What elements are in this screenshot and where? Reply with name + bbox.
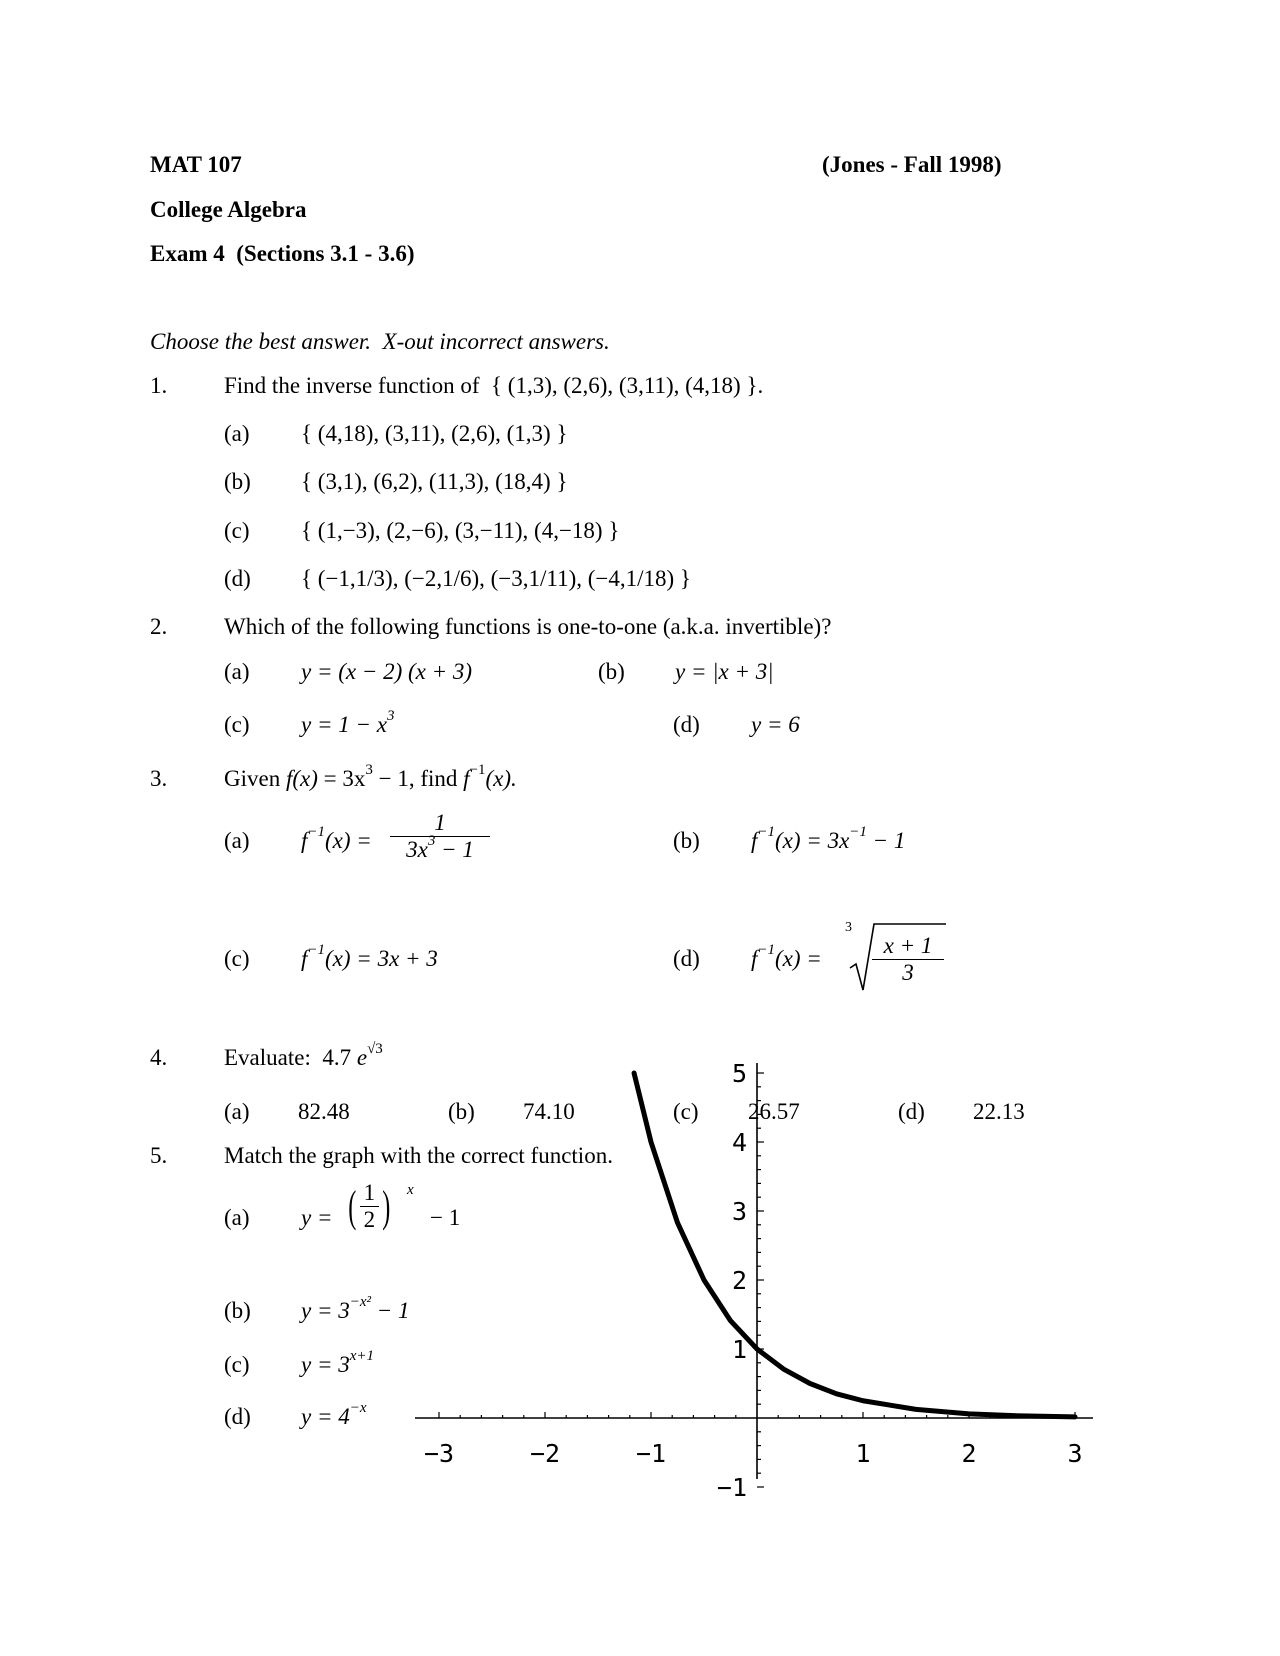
q3-number: 3.: [150, 766, 168, 791]
q2-number: 2.: [150, 614, 168, 639]
q5-b-label: (b): [224, 1298, 251, 1323]
q3-d-numerator: x + 1: [872, 933, 944, 960]
y-tick-label: 1: [731, 1335, 747, 1364]
q3-a-numerator: 1: [390, 810, 490, 837]
q4-d-label: (d): [898, 1099, 925, 1124]
q3-given-inv: f: [463, 766, 470, 791]
q5-a-right-paren: ): [382, 1181, 391, 1231]
q4-a-answer: 82.48: [298, 1099, 350, 1124]
q4-a-label: (a): [224, 1099, 250, 1124]
q2-b-label: (b): [598, 659, 625, 684]
q3-a-den-tail: − 1: [435, 837, 474, 862]
q2-d-answer: y = 6: [751, 712, 800, 737]
q3-b-mid: (x) = 3x: [775, 828, 850, 853]
q3-b-exp: −1: [849, 824, 867, 841]
instructor-term: (Jones - Fall 1998): [822, 152, 1002, 177]
q1-number: 1.: [150, 373, 168, 398]
q3-d-x: (x) =: [775, 946, 822, 971]
x-tick-label: −3: [423, 1439, 455, 1468]
q1-a-label: (a): [224, 421, 250, 446]
q3-d-denominator: 3: [902, 960, 914, 985]
q4-number: 4.: [150, 1045, 168, 1070]
y-tick-label: 2: [731, 1266, 747, 1295]
q3-c-f: f: [301, 946, 308, 971]
q3-a-label: (a): [224, 828, 250, 853]
q5-a-numerator: 1: [360, 1180, 380, 1207]
q3-a-f: f: [301, 828, 308, 853]
q1-d-label: (d): [224, 566, 251, 591]
q1-a-answer: { (4,18), (3,11), (2,6), (1,3) }: [301, 421, 568, 446]
q3-d-root-index: 3: [845, 920, 852, 935]
q4-b-answer: 74.10: [523, 1099, 575, 1124]
q5-c-base: y = 3: [301, 1352, 350, 1377]
q5-d-exponent: −x: [349, 1400, 367, 1417]
q4-c-label: (c): [673, 1099, 699, 1124]
q2-c-base: y = 1 − x: [301, 712, 387, 737]
q3-d-f: f: [751, 946, 758, 971]
y-tick-label: 5: [731, 1059, 747, 1088]
x-tick-label: 3: [1067, 1439, 1083, 1468]
q3-b-label: (b): [673, 828, 700, 853]
q5-c-label: (c): [224, 1352, 250, 1377]
x-tick-label: −2: [529, 1439, 561, 1468]
course-code: MAT 107: [150, 152, 242, 177]
q3-given-exp: 3: [365, 762, 373, 779]
q1-b-answer: { (3,1), (6,2), (11,3), (18,4) }: [301, 469, 568, 494]
q5-d-base: y = 4: [301, 1404, 350, 1429]
q3-given: Given: [224, 766, 281, 791]
q4-c-answer: 26.57: [748, 1099, 800, 1124]
y-tick-label: 3: [731, 1197, 747, 1226]
q5-b-base: y = 3: [301, 1298, 350, 1323]
q2-d-label: (d): [673, 712, 700, 737]
q4-e: e: [356, 1045, 368, 1070]
q5-a-left-paren: (: [348, 1181, 357, 1231]
q1-text: Find the inverse function of { (1,3), (2,6), (3,11), (4,18) }.: [224, 373, 764, 398]
q5-c-exponent: x+1: [349, 1348, 375, 1365]
course-title: College Algebra: [150, 197, 307, 222]
q2-b-answer: y = |x + 3|: [675, 659, 774, 684]
q5-a-lhs: y =: [301, 1205, 333, 1230]
q3-given-x: (x).: [485, 766, 517, 791]
q5-number: 5.: [150, 1143, 168, 1168]
q3-c-label: (c): [224, 946, 250, 971]
y-tick-label: 4: [731, 1128, 747, 1157]
x-tick-label: 2: [961, 1439, 977, 1468]
q3-given-inv-exp: −1: [469, 762, 486, 779]
q5-b-tail: − 1: [371, 1298, 410, 1323]
q5-a-exponent: x: [407, 1182, 414, 1198]
q1-b-label: (b): [224, 469, 251, 494]
q3-b-f-exp: −1: [757, 824, 776, 841]
q3-d-label: (d): [673, 946, 700, 971]
q5-a-tail: − 1: [430, 1205, 461, 1230]
q5-text: Match the graph with the correct function.: [224, 1143, 613, 1168]
q3-d-f-exp: −1: [757, 942, 776, 959]
q1-c-answer: { (1,−3), (2,−6), (3,−11), (4,−18) }: [301, 518, 620, 543]
q5-b-exponent: −x²: [349, 1294, 372, 1311]
q3-a-f-exp: −1: [307, 824, 326, 841]
q2-a-label: (a): [224, 659, 250, 684]
q4-exponent: √3: [367, 1041, 383, 1058]
y-tick-label: −1: [716, 1473, 747, 1502]
q3-given-f: f(x): [285, 766, 318, 791]
q2-c-exponent: 3: [386, 708, 395, 725]
q4-b-label: (b): [448, 1099, 475, 1124]
q4-prompt: Evaluate: 4.7: [224, 1045, 352, 1070]
q5-d-label: (d): [224, 1404, 251, 1429]
q3-c-rhs: (x) = 3x + 3: [325, 946, 438, 971]
q3-c-f-exp: −1: [307, 942, 326, 959]
q3-b-f: f: [751, 828, 758, 853]
q2-c-label: (c): [224, 712, 250, 737]
instructions: Choose the best answer. X-out incorrect answers.: [150, 329, 610, 354]
q3-a-den-exp: 3: [427, 833, 436, 850]
q3-a-x: (x) =: [325, 828, 372, 853]
q1-c-label: (c): [224, 518, 250, 543]
x-tick-label: 1: [855, 1439, 871, 1468]
q5-a-denominator: 2: [363, 1207, 376, 1232]
q3-given-find: − 1, find: [372, 766, 464, 791]
x-tick-label: −1: [635, 1439, 667, 1468]
series-line: [634, 1073, 1075, 1417]
q2-text: Which of the following functions is one-to-one (a.k.a. invertible)?: [224, 614, 832, 639]
q3-b-tail: − 1: [866, 828, 906, 853]
q5-a-label: (a): [224, 1205, 250, 1230]
q1-d-answer: { (−1,1/3), (−2,1/6), (−3,1/11), (−4,1/18) }: [301, 566, 691, 591]
q3-a-den-base: 3x: [406, 837, 428, 862]
exam-title: Exam 4 (Sections 3.1 - 3.6): [150, 241, 415, 266]
q2-a-answer: y = (x − 2) (x + 3): [301, 659, 473, 684]
q3-given-eq: = 3x: [317, 766, 366, 791]
q4-d-answer: 22.13: [973, 1099, 1025, 1124]
